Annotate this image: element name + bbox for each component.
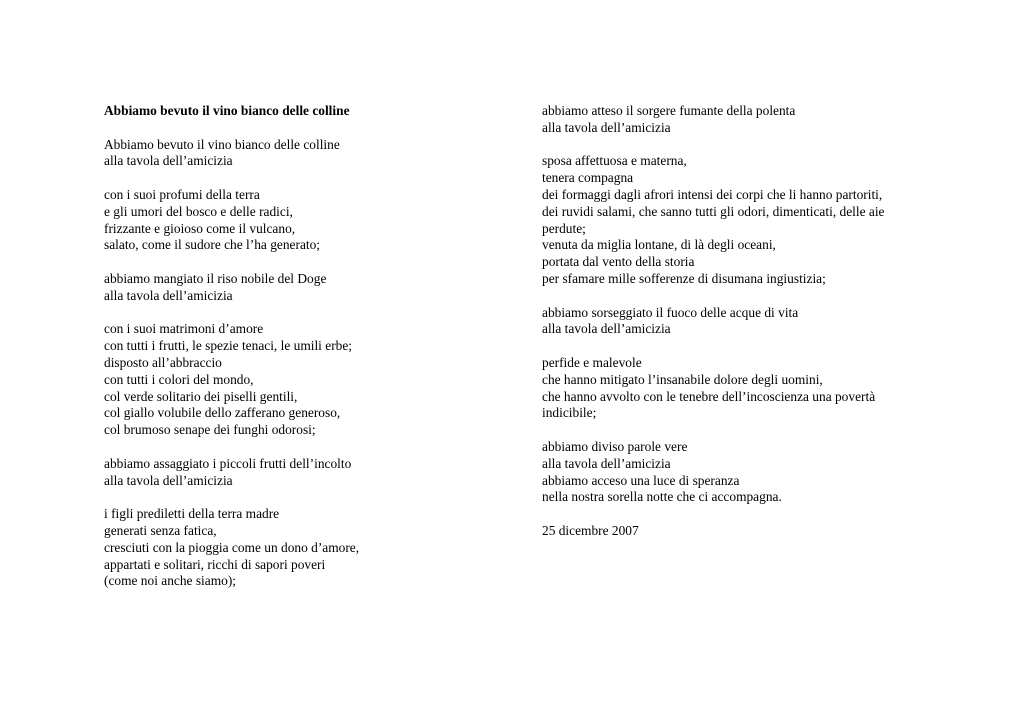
poem-line: generati senza fatica, (104, 522, 217, 538)
poem-line: 25 dicembre 2007 (542, 522, 639, 538)
poem-line: con tutti i colori del mondo, (104, 371, 254, 387)
poem-line: con i suoi profumi della terra (104, 186, 260, 202)
stanza-break (104, 489, 504, 506)
poem-line: disposto all’abbraccio (104, 354, 222, 370)
poem-line: indicibile; (542, 405, 597, 421)
stanza-break (542, 338, 932, 355)
stanza-break (542, 422, 932, 439)
poem-line: perfide e malevole (542, 354, 642, 370)
poem-line: alla tavola dell’amicizia (104, 153, 233, 169)
poem-line: perdute; (542, 220, 586, 236)
stanza-break (104, 254, 504, 271)
poem-title: Abbiamo bevuto il vino bianco delle colline (104, 103, 350, 118)
poem-line: salato, come il sudore che l’ha generato; (104, 237, 321, 253)
stanza-break (104, 170, 504, 187)
poem-line: nella nostra sorella notte che ci accompagna. (542, 489, 782, 505)
poem-line: i figli prediletti della terra madre (104, 506, 280, 522)
stanza-break (542, 137, 932, 154)
poem-line: e gli umori del bosco e delle radici, (104, 203, 293, 219)
poem-lines-right (542, 103, 932, 540)
stanza-break (542, 288, 932, 305)
poem-line: col brumoso senape dei funghi odorosi; (104, 422, 316, 438)
stanza-break (542, 506, 932, 523)
poem-line: con tutti i frutti, le spezie tenaci, le umili erbe; (104, 338, 353, 354)
poem-line: sposa affettuosa e materna, (542, 153, 687, 169)
poem-line: cresciuti con la pioggia come un dono d’amore, (104, 539, 360, 555)
poem-line: alla tavola dell’amicizia (542, 455, 671, 471)
poem-column-right (542, 103, 932, 540)
poem-line: col verde solitario dei piselli gentili, (104, 388, 298, 404)
poem-line: dei formaggi dagli afrori intensi dei corpi che li hanno partoriti, (542, 186, 883, 202)
poem-line: portata dal vento della storia (542, 254, 695, 270)
poem-line: venuta da miglia lontane, di là degli oceani, (542, 237, 776, 253)
poem-line: con i suoi matrimoni d’amore (104, 321, 264, 337)
poem-line: dei ruvidi salami, che sanno tutti gli odori, dimenticati, delle aie (542, 203, 885, 219)
poem-line: alla tavola dell’amicizia (542, 321, 671, 337)
poem-lines-left (104, 120, 504, 590)
poem-line: abbiamo atteso il sorgere fumante della polenta (542, 103, 796, 118)
poem-line: tenera compagna (542, 170, 634, 186)
poem-line: per sfamare mille sofferenze di disumana ingiustizia; (542, 270, 826, 286)
poem-line: col giallo volubile dello zafferano generoso, (104, 405, 341, 421)
poem-line: alla tavola dell’amicizia (104, 287, 233, 303)
stanza-break (104, 305, 504, 322)
poem-column-left (104, 103, 504, 590)
poem-line: abbiamo mangiato il riso nobile del Doge (104, 270, 327, 286)
poem-line: alla tavola dell’amicizia (104, 472, 233, 488)
poem-line: appartati e solitari, ricchi di sapori poveri (104, 556, 326, 572)
stanza-break (104, 120, 504, 137)
poem-line: abbiamo diviso parole vere (542, 438, 688, 454)
poem-line: abbiamo sorseggiato il fuoco delle acque di vita (542, 304, 799, 320)
stanza-break (104, 439, 504, 456)
poem-line: (come noi anche siamo); (104, 573, 236, 589)
poem-line: alla tavola dell’amicizia (542, 119, 671, 135)
poem-line: che hanno avvolto con le tenebre dell’incoscienza una povertà (542, 388, 876, 404)
poem-line: che hanno mitigato l’insanabile dolore degli uomini, (542, 371, 823, 387)
poem-line: frizzante e gioioso come il vulcano, (104, 220, 296, 236)
poem-line: Abbiamo bevuto il vino bianco delle colline (104, 136, 340, 152)
poem-line: abbiamo assaggiato i piccoli frutti dell’incolto (104, 455, 352, 471)
poem-line: abbiamo acceso una luce di speranza (542, 472, 740, 488)
